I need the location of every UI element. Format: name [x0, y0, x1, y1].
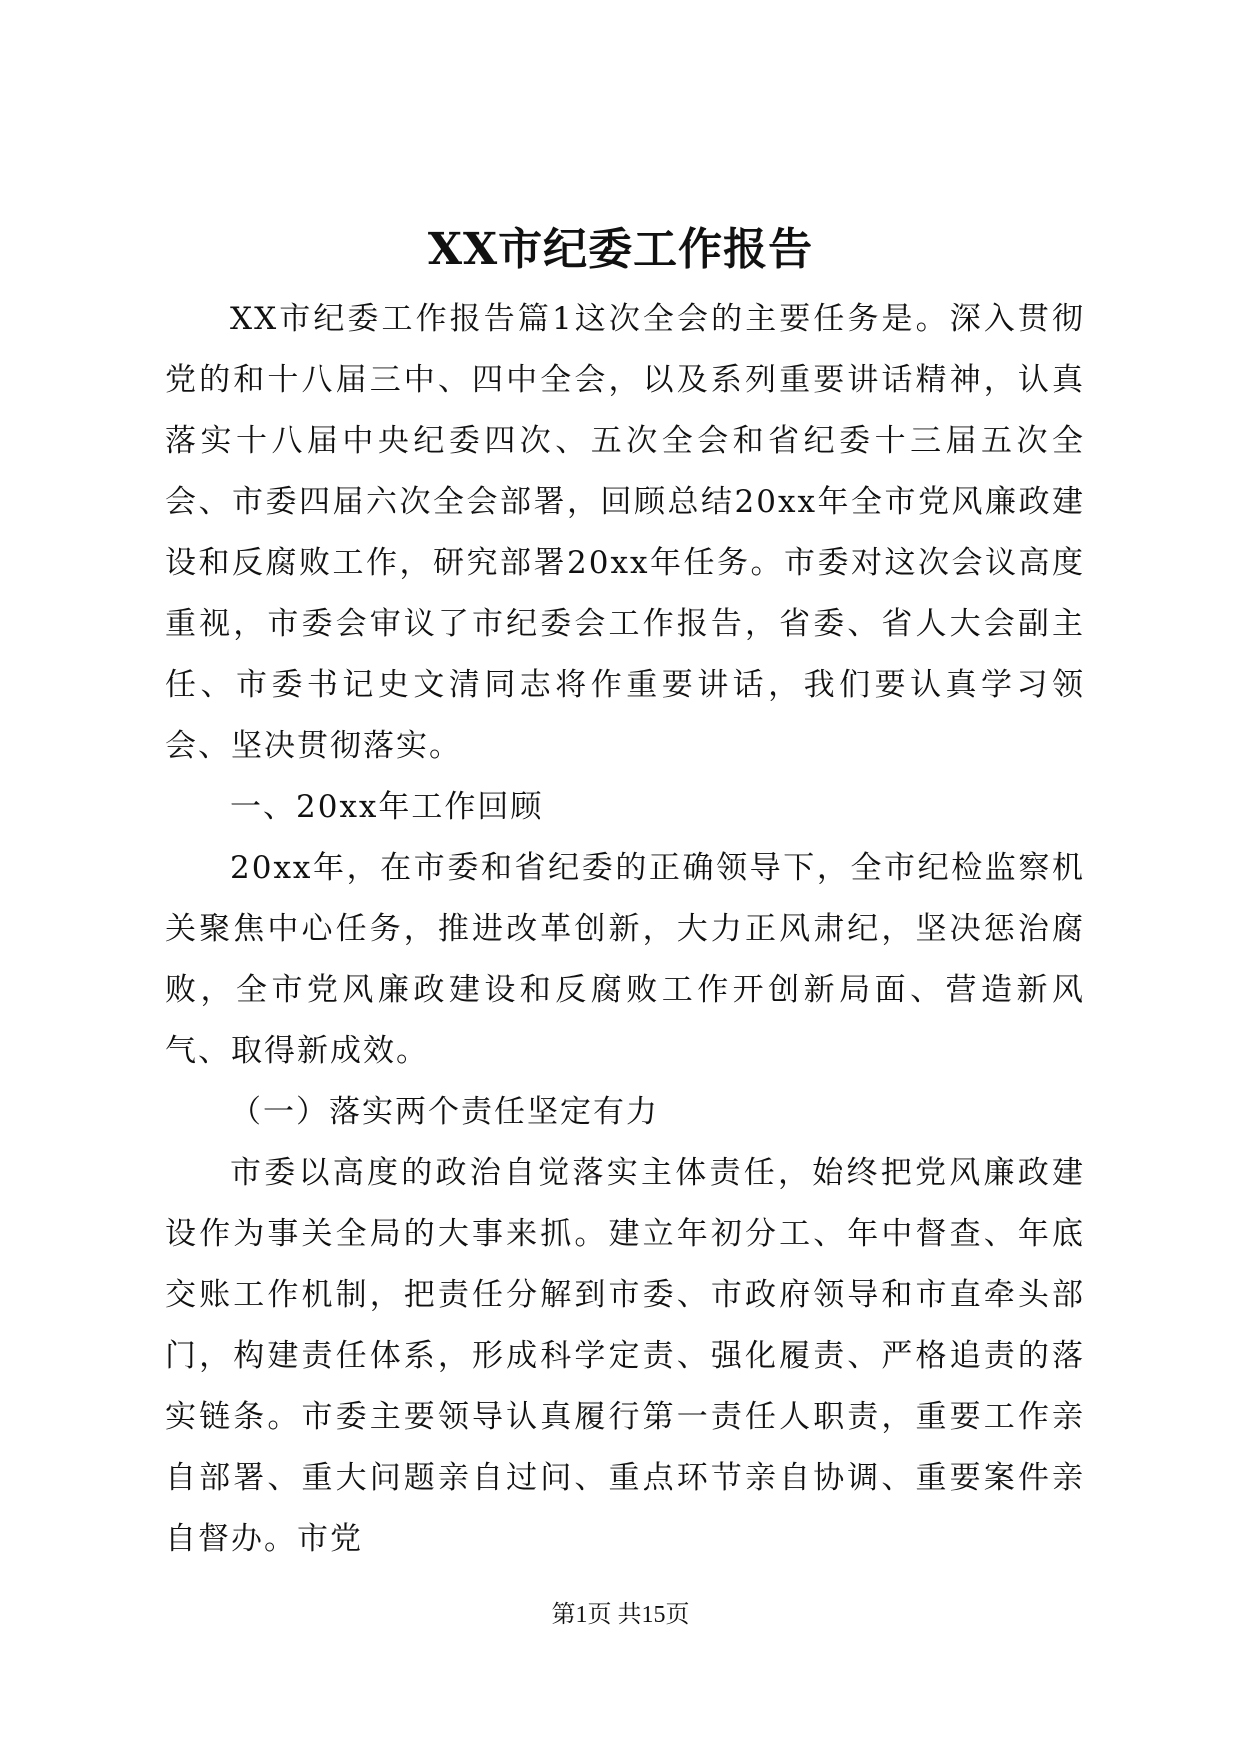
- document-body: [165, 289, 1085, 1570]
- subsection-heading-responsibility: （一）落实两个责任坚定有力: [230, 1094, 659, 1130]
- paragraph-review-summary: 20xx年，在市委和省纪委的正确领导下，全市纪检监察机关聚焦中心任务，推进改革创新，大力正风肃纪，坚决惩治腐败，全市党风廉政建设和反腐败工作开创新局面、营造新风气、取得新成效。: [165, 850, 1085, 1069]
- section-heading-review: 一、20xx年工作回顾: [230, 789, 544, 825]
- paragraph-responsibility: 市委以高度的政治自觉落实主体责任，始终把党风廉政建设作为事关全局的大事来抓。建立年初分工、年中督查、年底交账工作机制，把责任分解到市委、市政府领导和市直牵头部门，构建责任体系，形成科学定责、强化履责、严格追责的落实链条。市委主要领导认真履行第一责任人职责，重要工作亲自部署、重大问题亲自过问、重点环节亲自协调、重要案件亲自督办。市党: [165, 1155, 1085, 1557]
- paragraph-intro: XX市纪委工作报告篇1这次全会的主要任务是。深入贯彻党的和十八届三中、四中全会，以及系列重要讲话精神，认真落实十八届中央纪委四次、五次全会和省纪委十三届五次全会、市委四届六次全会部署，回顾总结20xx年全市党风廉政建设和反腐败工作，研究部署20xx年任务。市委对这次会议高度重视，市委会审议了市纪委会工作报告，省委、省人大会副主任、市委书记史文清同志将作重要讲话，我们要认真学习领会、坚决贯彻落实。: [165, 301, 1085, 764]
- document-title: XX市纪委工作报告: [427, 224, 814, 275]
- page-number-footer: 第1页 共15页: [551, 1602, 690, 1628]
